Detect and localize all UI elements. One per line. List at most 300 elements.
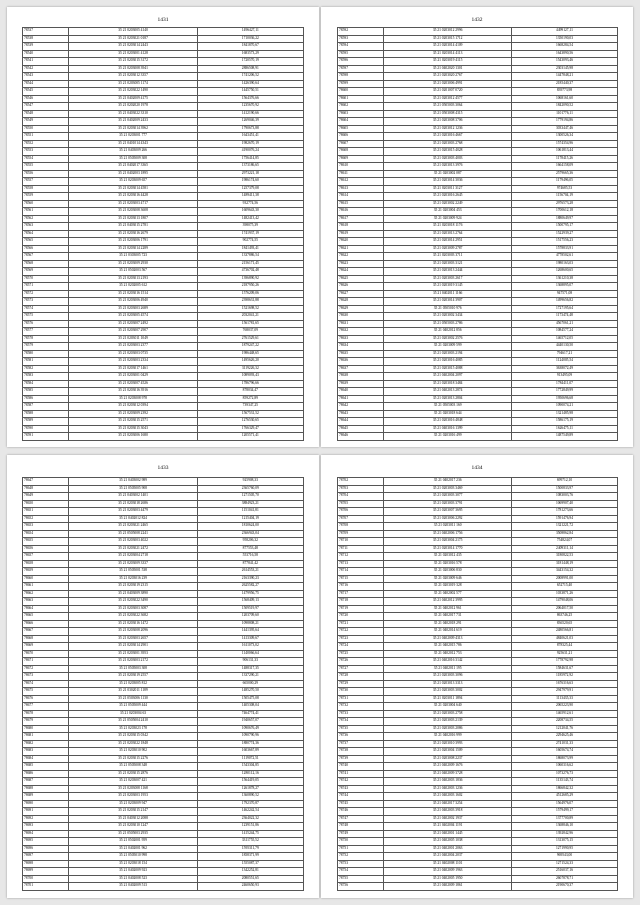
parcel-id-cell: 35 21 0203003 3791 (384, 500, 512, 508)
row-number-cell: 78714 (338, 568, 384, 576)
row-number-cell: 78673 (23, 673, 69, 681)
parcel-id-cell: 35 21 0203008 3706 (384, 118, 512, 126)
table-row (338, 148, 618, 156)
table-row (23, 163, 304, 171)
amount-cell: 1268600,65 (511, 268, 617, 276)
table-row (23, 853, 304, 861)
page-1434 (321, 455, 633, 898)
parcel-id-cell: 35 21 0203014 2289 (69, 245, 197, 253)
amount-cell: 1786796,66 (197, 380, 303, 388)
parcel-id-cell: 35 21 0203019 3145 (384, 283, 512, 291)
parcel-id-cell: 35 21 0505008 348 (69, 763, 197, 771)
amount-cell: 1033871,26 (511, 590, 617, 598)
amount-cell: 1522939,27 (511, 230, 617, 238)
row-number-cell: 78644 (338, 418, 384, 426)
row-number-cell: 78549 (23, 118, 69, 126)
amount-cell: 1986448,65 (197, 350, 303, 358)
table-row (23, 860, 304, 868)
parcel-id-cell: 35 21 0203008 3941 (69, 65, 197, 73)
row-number-cell: 78739 (338, 755, 384, 763)
row-number-cell: 78553 (23, 148, 69, 156)
amount-cell: 1151041,81 (197, 508, 303, 516)
table-row (23, 208, 304, 216)
parcel-id-cell: 35 21 0203019 2557 (69, 673, 197, 681)
table-row (23, 305, 304, 313)
table-row (338, 748, 618, 756)
table-row (338, 365, 618, 373)
amount-cell: 1741937,19 (197, 230, 303, 238)
amount-cell: 1060316,62 (511, 763, 617, 771)
amount-cell: 1579499,17 (511, 808, 617, 816)
table-row (338, 200, 618, 208)
table-row (338, 485, 618, 493)
amount-cell: 1603667,89 (197, 748, 303, 756)
table-row (338, 860, 618, 868)
amount-cell: 1567531,52 (197, 410, 303, 418)
row-number-cell: 78709 (338, 530, 384, 538)
row-number-cell: 78554 (23, 155, 69, 163)
table-row (338, 778, 618, 786)
amount-cell: 1098808,21 (197, 620, 303, 628)
parcel-id-cell: 35 21 0203016 4848 (384, 418, 512, 426)
row-number-cell: 78733 (338, 710, 384, 718)
parcel-id-cell: 35 21 0505005 908 (69, 485, 197, 493)
table-row (338, 785, 618, 793)
table-row (338, 118, 618, 126)
table-row (338, 298, 618, 306)
table-row (23, 575, 304, 583)
row-number-cell: 78626 (338, 283, 384, 291)
table-row (23, 688, 304, 696)
amount-cell: 2460650,93 (197, 883, 303, 891)
table-row (23, 140, 304, 148)
amount-cell: 1361210,38 (511, 275, 617, 283)
row-number-cell: 78731 (338, 695, 384, 703)
parcel-id-cell: 35 21 0203003 2172 (69, 658, 197, 666)
row-number-cell: 78686 (23, 770, 69, 778)
parcel-id-cell: 35 21 0203014 2951 (384, 238, 512, 246)
row-number-cell: 78698 (23, 860, 69, 868)
parcel-id-cell: 35 21 0203001 0429 (69, 373, 197, 381)
table-row (23, 395, 304, 403)
table-row (23, 680, 304, 688)
row-number-cell: 78581 (23, 358, 69, 366)
row-number-cell: 78725 (338, 650, 384, 658)
row-number-cell: 78631 (338, 320, 384, 328)
amount-cell: 1643890,56 (511, 50, 617, 58)
parcel-id-cell: 35 21 0203007 2492 (69, 320, 197, 328)
amount-cell: 1950696,68 (511, 395, 617, 403)
amount-cell: 1720570,19 (197, 58, 303, 66)
amount-cell: 1605674,74 (511, 748, 617, 756)
row-number-cell: 78744 (338, 793, 384, 801)
amount-cell: 1591476,94 (511, 515, 617, 523)
parcel-id-cell: 35 21 0203003 2617 (384, 275, 512, 283)
row-number-cell: 78701 (23, 883, 69, 891)
row-number-cell: 78590 (23, 425, 69, 433)
table-row (338, 883, 618, 891)
parcel-id-cell: 35 21 0203003 3469 (384, 485, 512, 493)
table-row (338, 538, 618, 546)
parcel-id-cell: 35 21 0402002 577 (384, 590, 512, 598)
row-number-cell: 78636 (338, 358, 384, 366)
table-row (23, 238, 304, 246)
amount-cell: 1700612,18 (511, 208, 617, 216)
row-number-cell: 78656 (23, 545, 69, 553)
table-row (23, 718, 304, 726)
table-row (23, 800, 304, 808)
row-number-cell: 78729 (338, 680, 384, 688)
amount-cell: 974685,53 (511, 185, 617, 193)
parcel-id-cell: 35 21 0402003 1236 (384, 785, 512, 793)
table-row (338, 620, 618, 628)
table-row (338, 313, 618, 321)
parcel-id-cell: 35 21 0202020 1978 (69, 103, 197, 111)
table-row (23, 418, 304, 426)
table-row (23, 328, 304, 336)
amount-cell: 3033447,46 (511, 125, 617, 133)
table-row (23, 658, 304, 666)
row-number-cell: 78700 (23, 875, 69, 883)
table-row (338, 335, 618, 343)
ledger-table (22, 477, 304, 891)
amount-cell: 1205571,41 (197, 433, 303, 441)
parcel-id-cell: 35 21 0203018 1176 (384, 223, 512, 231)
amount-cell: 1986174,60 (197, 178, 303, 186)
amount-cell: 1810624,00 (197, 523, 303, 531)
amount-cell: 1239151,86 (197, 823, 303, 831)
parcel-id-cell: 35 21 0203018 154 (69, 860, 197, 868)
amount-cell: 1710036,22 (197, 35, 303, 43)
parcel-id-cell: 35 21 0203002 087 (384, 170, 512, 178)
table-row (23, 830, 304, 838)
table-row (23, 350, 304, 358)
parcel-id-cell: 35 21 0203008 2096 (69, 628, 197, 636)
parcel-id-cell: 35 21 0203005 4574 (69, 313, 197, 321)
row-number-cell: 78674 (23, 680, 69, 688)
page-number: 1431 (157, 17, 169, 23)
table-row (23, 590, 304, 598)
parcel-id-cell: 35 21 0203008 978 (69, 395, 197, 403)
amount-cell: 3884923,21 (197, 500, 303, 508)
amount-cell: 3119226,32 (197, 365, 303, 373)
table-row (23, 65, 304, 73)
amount-cell: 906131,33 (197, 658, 303, 666)
row-number-cell: 78594 (338, 43, 384, 51)
table-row (338, 508, 618, 516)
parcel-id-cell: 35 21 0402001 1445 (384, 830, 512, 838)
parcel-id-cell: 35 21 0505003 2786 (384, 320, 512, 328)
row-number-cell: 78684 (23, 755, 69, 763)
parcel-id-cell: 35 21 0203009 947 (69, 800, 197, 808)
parcel-id-cell: 35 21 0203019 4115 (384, 58, 512, 66)
row-number-cell: 78582 (23, 365, 69, 373)
row-number-cell: 78584 (23, 380, 69, 388)
amount-cell: 2579665,36 (511, 170, 617, 178)
parcel-id-cell: 35 21 0203012 435 (384, 553, 512, 561)
amount-cell: 1576209,06 (197, 290, 303, 298)
amount-cell: 2366943,04 (197, 530, 303, 538)
parcel-id-cell: 35 21 0203014 1770 (384, 545, 512, 553)
amount-cell: 1676316,63 (511, 680, 617, 688)
table-row (338, 478, 618, 486)
row-number-cell: 78691 (23, 808, 69, 816)
parcel-id-cell: 35 21 0402004 2037 (384, 853, 512, 861)
amount-cell: 1235670,92 (197, 103, 303, 111)
row-number-cell: 78721 (338, 620, 384, 628)
table-row (23, 515, 304, 523)
amount-cell: 1269046,39 (197, 118, 303, 126)
table-row (338, 515, 618, 523)
table-row (338, 230, 618, 238)
row-number-cell: 78702 (338, 478, 384, 486)
amount-cell: 1792370,87 (197, 800, 303, 808)
row-number-cell: 78572 (23, 290, 69, 298)
row-number-cell: 78718 (338, 598, 384, 606)
parcel-id-cell: 35 21 0203008 2237 (384, 755, 512, 763)
amount-cell: 1683573,29 (197, 50, 303, 58)
row-number-cell: 78623 (338, 260, 384, 268)
amount-cell: 1482413,42 (197, 215, 303, 223)
row-number-cell: 78630 (338, 313, 384, 321)
amount-cell: 1487549,89 (511, 433, 617, 441)
row-number-cell: 78602 (338, 103, 384, 111)
table-row (23, 845, 304, 853)
amount-cell: 877553,48 (197, 545, 303, 553)
amount-cell: 1772849,99 (511, 388, 617, 396)
row-number-cell: 78710 (338, 538, 384, 546)
row-number-cell: 78622 (338, 253, 384, 261)
parcel-id-cell: 35 21 0203016 1472 (69, 620, 197, 628)
amount-cell: 859272,89 (197, 395, 303, 403)
parcel-id-cell: 35 21 0203016 2679 (69, 230, 197, 238)
amount-cell: 1564376,66 (197, 95, 303, 103)
amount-cell: 1084577,24 (511, 328, 617, 336)
table-row (338, 553, 618, 561)
table-row (338, 103, 618, 111)
amount-cell: 1568409,13 (197, 598, 303, 606)
parcel-id-cell: 35 21 0402008 1101 (384, 860, 512, 868)
row-number-cell: 78604 (338, 118, 384, 126)
amount-cell: 1609643,30 (197, 208, 303, 216)
parcel-id-cell: 35 21 0402003 1895 (69, 170, 197, 178)
table-row (338, 740, 618, 748)
row-number-cell: 78755 (338, 875, 384, 883)
amount-cell: 1360890,52 (197, 793, 303, 801)
table-row (23, 883, 304, 891)
row-number-cell: 78639 (338, 380, 384, 388)
parcel-id-cell: 35 21 0402020 1301 (384, 65, 512, 73)
amount-cell: 2947979,91 (511, 688, 617, 696)
row-number-cell: 78743 (338, 785, 384, 793)
table-row (23, 230, 304, 238)
row-number-cell: 78637 (338, 365, 384, 373)
table-row (338, 718, 618, 726)
row-number-cell: 78585 (23, 388, 69, 396)
parcel-id-cell: 35 21 0502003 567 (69, 268, 197, 276)
row-number-cell: 78613 (338, 185, 384, 193)
parcel-id-cell: 35 21 0203015 3043 (69, 425, 197, 433)
table-row (338, 628, 618, 636)
amount-cell: 1090074,21 (511, 403, 617, 411)
ledger-table (22, 27, 304, 441)
parcel-id-cell: 35 21 0203003 2334 (69, 358, 197, 366)
amount-cell: 1727195,64 (511, 305, 617, 313)
parcel-id-cell: 35 21 0203014 3962 (69, 125, 197, 133)
amount-cell: 1479048,06 (511, 598, 617, 606)
table-row (23, 755, 304, 763)
row-number-cell: 78719 (338, 605, 384, 613)
row-number-cell: 78648 (23, 485, 69, 493)
row-number-cell: 78547 (23, 103, 69, 111)
row-number-cell: 78713 (338, 560, 384, 568)
parcel-id-cell: 35 21 0203003 3711 (384, 253, 512, 261)
amount-cell: 1415244,75 (197, 830, 303, 838)
parcel-id-cell: 35 21 0403015 2781 (69, 223, 197, 231)
amount-cell: 877841,42 (197, 560, 303, 568)
amount-cell: 1866842,32 (511, 785, 617, 793)
parcel-id-cell: 35 21 0203003 2139 (384, 718, 512, 726)
row-number-cell: 78650 (23, 500, 69, 508)
row-number-cell: 78683 (23, 748, 69, 756)
table-row (338, 163, 618, 171)
amount-cell: 1124005,54 (511, 358, 617, 366)
row-number-cell: 78565 (23, 238, 69, 246)
table-row (338, 185, 618, 193)
amount-cell: 1337886,54 (197, 253, 303, 261)
parcel-id-cell: 35 21 0402013 2874 (384, 388, 512, 396)
row-number-cell: 78666 (23, 620, 69, 628)
table-row (338, 868, 618, 876)
table-row (23, 35, 304, 43)
table-row (338, 65, 618, 73)
row-number-cell: 78680 (23, 725, 69, 733)
parcel-id-cell: 35 21 0403002 1401 (69, 493, 197, 501)
row-number-cell: 78545 (23, 88, 69, 96)
table-row (338, 823, 618, 831)
amount-cell: 1135143,74 (511, 778, 617, 786)
parcel-id-cell: 35 21 0202005 612 (69, 283, 197, 291)
table-row (23, 155, 304, 163)
row-number-cell: 78629 (338, 305, 384, 313)
parcel-id-cell: 35 21 0203006 830 (384, 568, 512, 576)
parcel-id-cell: 35 21 0203011 160 (384, 523, 512, 531)
table-row (338, 710, 618, 718)
parcel-id-cell: 35 21 0203001 4128 (69, 50, 197, 58)
table-row (23, 320, 304, 328)
amount-cell: 925631,21 (511, 650, 617, 658)
amount-cell: 2409311,14 (511, 545, 617, 553)
amount-cell: 1441395,64 (197, 628, 303, 636)
table-row (338, 283, 618, 291)
amount-cell: 2741031,33 (511, 740, 617, 748)
table-row (23, 43, 304, 51)
row-number-cell: 78716 (338, 583, 384, 591)
parcel-id-cell: 35 21 0505010 998 (69, 853, 197, 861)
row-number-cell: 78706 (338, 508, 384, 516)
row-number-cell: 78570 (23, 275, 69, 283)
row-number-cell: 78607 (338, 140, 384, 148)
row-number-cell: 78621 (338, 245, 384, 253)
table-row (338, 73, 618, 81)
table-row (23, 733, 304, 741)
amount-cell: 1781273,66 (511, 508, 617, 516)
amount-cell: 1879247,22 (197, 343, 303, 351)
table-row (338, 290, 618, 298)
row-number-cell: 78670 (23, 650, 69, 658)
amount-cell: 1940657,07 (197, 718, 303, 726)
parcel-id-cell: 35 21 0203009 599 (384, 343, 512, 351)
row-number-cell: 78707 (338, 515, 384, 523)
parcel-id-cell: 35 21 0203022 3490 (69, 598, 197, 606)
table-row (23, 598, 304, 606)
table-row (23, 493, 304, 501)
row-number-cell: 78537 (23, 28, 69, 36)
parcel-id-cell: 35 21 0203003 2758 (384, 710, 512, 718)
parcel-id-cell: 35 21 0203003 3077 (384, 493, 512, 501)
amount-cell: 1756414,85 (197, 155, 303, 163)
parcel-id-cell: 35 21 0203020 2767 (384, 73, 512, 81)
row-number-cell: 78740 (338, 763, 384, 771)
amount-cell: 1178415,26 (511, 155, 617, 163)
parcel-id-cell: 35 21 0402009 1963 (384, 868, 512, 876)
amount-cell: 1868073,99 (511, 755, 617, 763)
row-number-cell: 78605 (338, 125, 384, 133)
row-number-cell: 78677 (23, 703, 69, 711)
parcel-id-cell: 35 21 0402009 4175 (69, 95, 197, 103)
row-number-cell: 78651 (23, 508, 69, 516)
parcel-id-cell: 35 21 0203018 644 (384, 410, 512, 418)
parcel-id-cell: 35 21 0402017 236 (384, 478, 512, 486)
table-row (23, 110, 304, 118)
table-row (338, 830, 618, 838)
table-row (23, 740, 304, 748)
amount-cell: 3638072,49 (511, 365, 617, 373)
table-row (23, 868, 304, 876)
row-number-cell: 78717 (338, 590, 384, 598)
table-row (23, 290, 304, 298)
parcel-id-cell: 35 21 0402012 961 (384, 605, 512, 613)
table-row (338, 35, 618, 43)
row-number-cell: 78655 (23, 538, 69, 546)
row-number-cell: 78685 (23, 763, 69, 771)
parcel-id-cell: 35 21 0505010 976 (384, 305, 512, 313)
parcel-id-cell: 35 21 0403016 1399 (384, 425, 512, 433)
amount-cell: 2208734,55 (511, 718, 617, 726)
amount-cell: 1073276,73 (511, 770, 617, 778)
table-row (23, 410, 304, 418)
table-row (23, 508, 304, 516)
amount-cell: 1173474,48 (511, 313, 617, 321)
amount-cell: 1413309,67 (197, 635, 303, 643)
amount-cell: 2364022,32 (197, 815, 303, 823)
parcel-id-cell: 35 21 0203004 1509 (384, 748, 512, 756)
amount-cell: 1521698,52 (197, 305, 303, 313)
parcel-id-cell: 35 21 0203016 3916 (69, 388, 197, 396)
row-number-cell: 78695 (23, 838, 69, 846)
row-number-cell: 78551 (23, 133, 69, 141)
table-row (23, 613, 304, 621)
table-row (23, 620, 304, 628)
parcel-id-cell: 35 21 0203015 2571 (69, 418, 197, 426)
amount-cell: 1858371,99 (197, 853, 303, 861)
table-row (338, 320, 618, 328)
table-row (23, 545, 304, 553)
amount-cell: 836520,65 (511, 620, 617, 628)
parcel-id-cell: 35 21 0402002 1937 (384, 815, 512, 823)
row-number-cell: 78720 (338, 613, 384, 621)
row-number-cell: 78728 (338, 673, 384, 681)
